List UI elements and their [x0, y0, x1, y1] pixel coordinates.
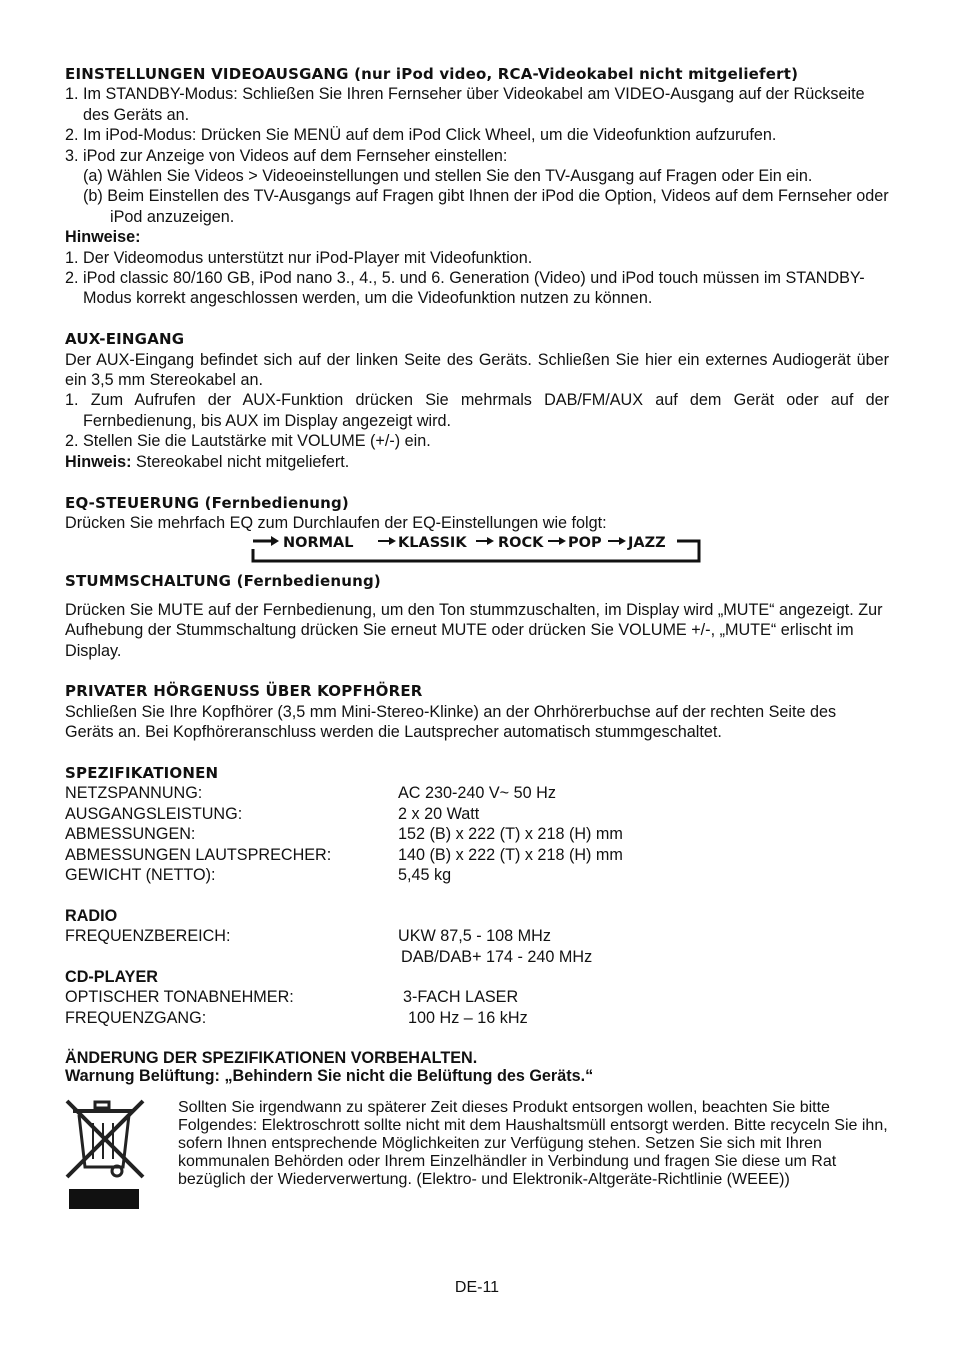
spec-row [65, 947, 889, 967]
cd-heading: CD-PLAYER [65, 967, 158, 986]
video-step-2: 2. Im iPod-Modus: Drücken Sie MENÜ auf dem iPod Click Wheel, um die Videofunktion aufzurufen. [65, 126, 777, 145]
eq-heading: EQ-STEUERUNG (Fernbedienung) [65, 493, 349, 512]
spec-row [65, 824, 889, 844]
spec-value: 5,45 kg [398, 865, 452, 884]
spec-key: FREQUENZGANG: [65, 1008, 207, 1027]
spec-key: AUSGANGSLEISTUNG: [65, 804, 243, 823]
spec-key: NETZSPANNUNG: [65, 784, 203, 803]
spec-value: UKW 87,5 - 108 MHz [398, 927, 551, 946]
spec-row [65, 926, 889, 946]
spec-key: ABMESSUNGEN: [65, 825, 196, 844]
spec-value: AC 230-240 V~ 50 Hz [398, 784, 556, 803]
aux-note [65, 452, 889, 472]
eq-mode-normal: NORMAL [283, 535, 354, 552]
weee-notice [65, 1099, 889, 1216]
eq-mode-cycle-diagram [65, 533, 889, 563]
spec-row [65, 783, 889, 803]
page-number: DE-11 [454, 1279, 500, 1296]
radio-heading: RADIO [65, 906, 118, 925]
spec-row [65, 987, 889, 1007]
crossed-out-wheelie-bin-icon [65, 1099, 178, 1216]
arrow-right-icon [548, 537, 566, 545]
video-heading: EINSTELLUNGEN VIDEOAUSGANG (nur iPod video, RCA-Videokabel nicht mitgeliefert) [65, 65, 799, 83]
eq-cycle-graphic [251, 533, 703, 563]
spec-key: GEWICHT (NETTO): [65, 865, 216, 884]
aux-note-label: Hinweis: [65, 452, 132, 471]
mute-heading: STUMMSCHALTUNG (Fernbedienung) [65, 572, 381, 591]
mute-text: Drücken Sie MUTE auf der Fernbedienung, um den Ton stummzuschalten, im Display wird „MUTE“ angezeigt. Zur Aufhebung der Stummschaltung drücken Sie erneut MUTE oder drücken Sie VOLUME +/-, „MUTE“ erlischt im Display. [65, 600, 883, 660]
spec-row [65, 845, 889, 865]
spec-value: 3-FACH LASER [403, 988, 519, 1007]
spec-change-notice: ÄNDERUNG DER SPEZIFIKATIONEN VORBEHALTEN. [65, 1048, 478, 1067]
spec-value: DAB/DAB+ 174 - 240 MHz [401, 947, 593, 966]
video-notes-label: Hinweise: [65, 228, 141, 247]
manual-page [65, 64, 889, 1216]
aux-step-2: 2. Stellen Sie die Lautstärke mit VOLUME (+/-) ein. [65, 432, 431, 451]
weee-text: Sollten Sie irgendwann zu späterer Zeit dieses Produkt entsorgen wollen, beachten Sie bitte Folgendes: Elektroschrott sollte nicht mit dem Haushaltsmüll entsorgt werden. Bitte recyceln Sie ihn, sofern Ihnen entsprechende Möglichkeiten zur Verfügung stehen. Setzen Sie sich mit Ihren kommunalen Behörden oder Ihrem Einzelhändler in Verbindung und fragen Sie diese um Rat bezüglich der Wiederverwertung. (Elektro- und Elektronik-Altgeräte-Richtlinie (WEEE)) [178, 1098, 888, 1188]
spec-value: 2 x 20 Watt [398, 804, 480, 823]
spec-row [65, 1008, 889, 1028]
spec-row [65, 865, 889, 885]
video-substep-a: (a) Wählen Sie Videos > Videoeinstellungen und stellen Sie den TV-Ausgang auf Fragen oder Ein ein. [83, 167, 813, 186]
video-step-1: 1. Im STANDBY-Modus: Schließen Sie Ihren Fernseher über Videokabel am VIDEO-Ausgang auf der Rückseite des Geräts an. [65, 85, 865, 124]
video-note-2: 2. iPod classic 80/160 GB, iPod nano 3., 4., 5. und 6. Generation (Video) und iPod touch müssen im STANDBY-Modus korrekt angeschlossen werden, um die Videofunktion nutzen zu können. [65, 269, 865, 308]
spec-row [65, 804, 889, 824]
eq-mode-jazz: JAZZ [628, 535, 666, 552]
video-step-3: 3. iPod zur Anzeige von Videos auf dem Fernseher einstellen: [65, 146, 508, 165]
arrow-right-icon [271, 536, 279, 546]
arrow-right-icon [476, 537, 494, 545]
spec-value: 100 Hz – 16 kHz [408, 1008, 528, 1027]
video-note-1: 1. Der Videomodus unterstützt nur iPod-Player mit Videofunktion. [65, 248, 533, 267]
aux-note-text: Stereokabel nicht mitgeliefert. [131, 452, 350, 471]
spec-key [65, 947, 398, 967]
aux-step-1: 1. Zum Aufrufen der AUX-Funktion drücken Sie mehrmals DAB/FM/AUX auf dem Gerät oder auf der Fernbedienung, bis AUX im Display angezeigt wird. [65, 391, 889, 430]
spec-key: FREQUENZBEREICH: [65, 927, 231, 946]
eq-mode-rock: ROCK [498, 535, 544, 552]
eq-mode-pop: POP [568, 535, 602, 552]
aux-intro: Der AUX-Eingang befindet sich auf der linken Seite des Geräts. Schließen Sie hier ein externes Audiogerät über ein 3,5 mm Stereokabel an. [65, 350, 889, 390]
video-substep-b: (b) Beim Einstellen des TV-Ausgangs auf Fragen gibt Ihnen der iPod die Option, Videos auf dem Fernseher oder iPod anzuzeigen. [83, 187, 889, 226]
eq-mode-klassik: KLASSIK [398, 535, 467, 552]
ventilation-warning: Warnung Belüftung: „Behindern Sie nicht die Belüftung des Geräts.“ [65, 1066, 594, 1085]
specs-heading: SPEZIFIKATIONEN [65, 763, 219, 782]
headphones-heading: PRIVATER HÖRGENUSS ÜBER KOPFHÖRER [65, 682, 423, 701]
spec-key: ABMESSUNGEN LAUTSPRECHER: [65, 845, 332, 864]
arrow-right-icon [378, 537, 396, 545]
spec-key: OPTISCHER TONABNEHMER: [65, 988, 294, 1007]
spec-value: 152 (B) x 222 (T) x 218 (H) mm [398, 825, 623, 844]
spec-value: 140 (B) x 222 (T) x 218 (H) mm [398, 845, 623, 864]
eq-text: Drücken Sie mehrfach EQ zum Durchlaufen der EQ-Einstellungen wie folgt: [65, 513, 607, 532]
headphones-text: Schließen Sie Ihre Kopfhörer (3,5 mm Mini-Stereo-Klinke) an der Ohrhörerbuchse auf der rechten Seite des Geräts an. Bei Kopfhöreranschluss werden die Lautsprecher automatisch stummgeschaltet. [65, 702, 837, 742]
aux-heading: AUX-EINGANG [65, 330, 185, 349]
arrow-right-icon [608, 537, 626, 545]
